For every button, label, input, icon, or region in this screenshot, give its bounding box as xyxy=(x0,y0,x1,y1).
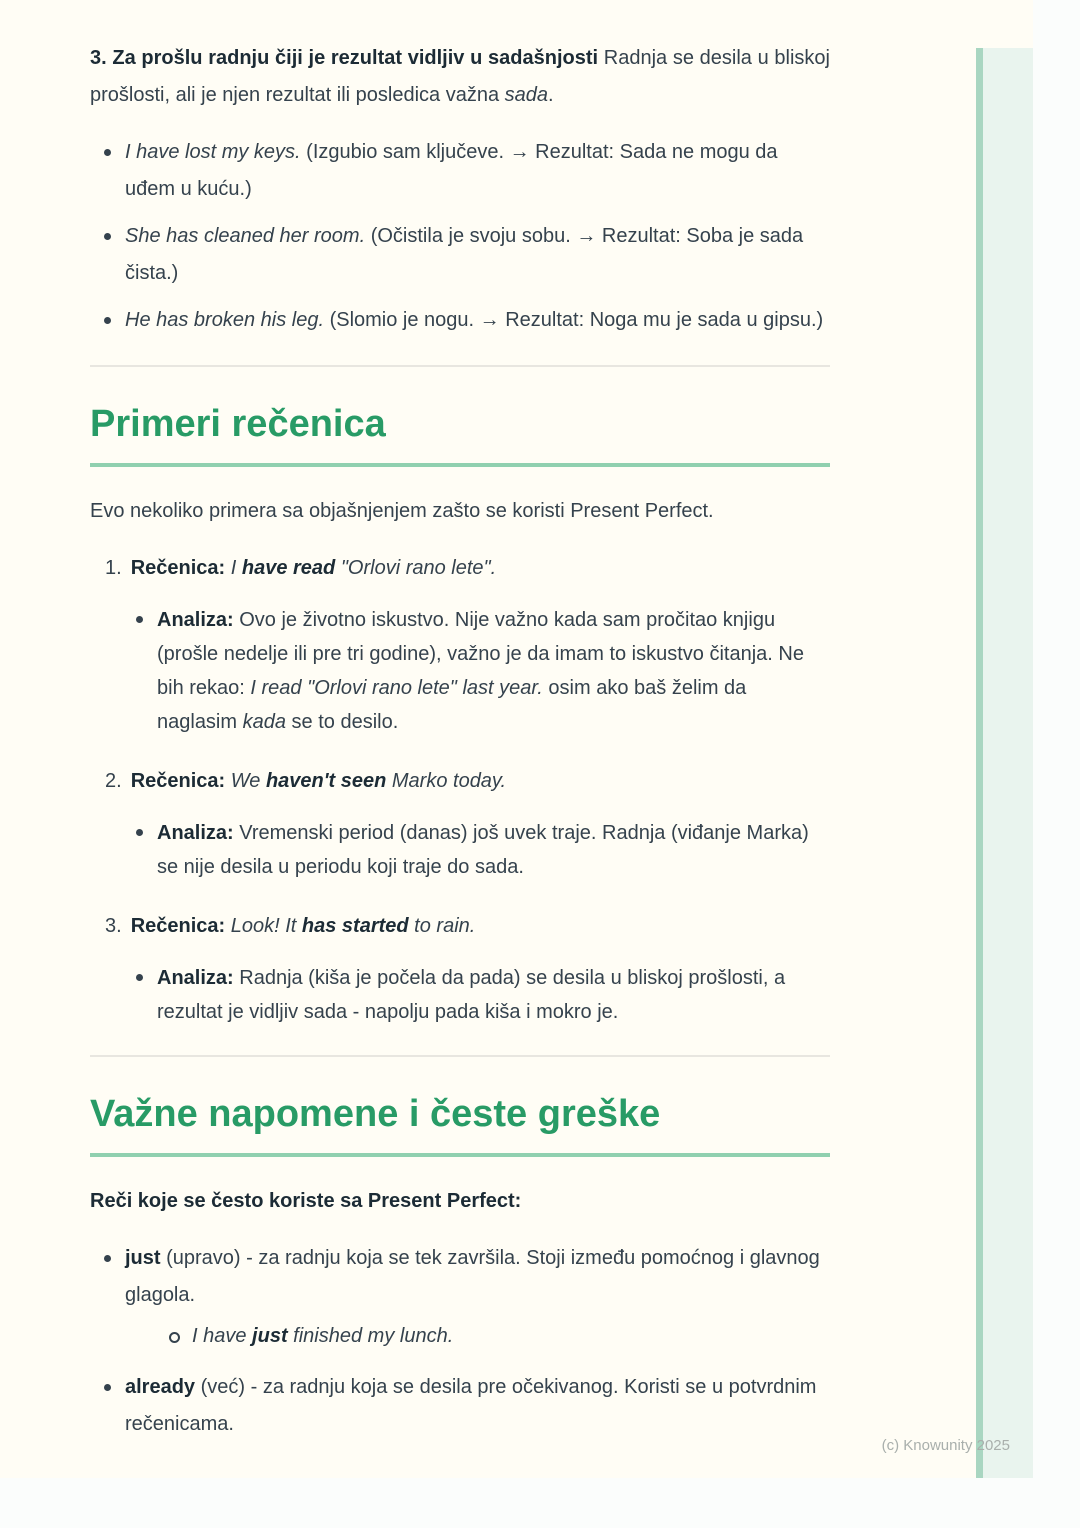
list-item xyxy=(90,134,830,208)
sub-list-item-text: I have just finished my lunch. xyxy=(192,1325,454,1347)
intro-bullet-list xyxy=(90,134,830,339)
analysis-list xyxy=(123,961,830,1029)
item-number: 1. xyxy=(105,557,122,579)
analysis-text: Analiza: Radnja (kiša je počela da pada) se desila u bliskoj prošlosti, a rezultat je vidljiv sada - napolju pada kiša i mokro je. xyxy=(157,967,786,1023)
section-title-primeri-recenica: Primeri rečenica xyxy=(90,401,830,467)
numbered-item-line xyxy=(90,550,830,587)
list-item-text: just (upravo) - za radnju koja se tek završila. Stoji između pomoćnog i glavnog glagola. xyxy=(125,1247,820,1306)
analysis-item xyxy=(123,816,830,884)
numbered-item-line xyxy=(90,763,830,800)
list-item xyxy=(90,1369,830,1443)
analysis-list xyxy=(123,603,830,739)
analysis-item xyxy=(123,961,830,1029)
analysis-item xyxy=(123,603,830,739)
section-divider xyxy=(90,365,830,367)
numbered-item xyxy=(90,550,830,739)
list-item-text: already (već) - za radnju koja se desila pre očekivanog. Koristi se u potvrdnim rečenicama. xyxy=(125,1376,817,1435)
notes-bullet-list xyxy=(90,1240,830,1443)
list-item xyxy=(90,302,830,339)
list-item xyxy=(90,1240,830,1355)
numbered-item-line xyxy=(90,908,830,945)
section2-lead: Reči koje se često koriste sa Present Perfect: xyxy=(90,1190,522,1212)
sub-bullet-list xyxy=(157,1318,830,1355)
analysis-list xyxy=(123,816,830,884)
page-content xyxy=(90,0,830,1443)
item-text: Rečenica: We haven't seen Marko today. xyxy=(130,770,507,792)
section1-lead: Evo nekoliko primera sa objašnjenjem zašto se koristi Present Perfect. xyxy=(90,500,714,522)
section-title-vazne-napomene: Važne napomene i česte greške xyxy=(90,1091,830,1157)
list-item xyxy=(90,218,830,292)
watermark: (c) Knowunity 2025 xyxy=(881,1437,1010,1454)
item-text: Rečenica: I have read "Orlovi rano lete". xyxy=(130,557,497,579)
analysis-text: Analiza: Vremenski period (danas) još uvek traje. Radnja (viđanje Marka) se nije desila u periodu koji traje do sada. xyxy=(157,822,809,878)
list-item-text: She has cleaned her room. (Očistila je svoju sobu. → Rezultat: Soba je sada čista.) xyxy=(125,225,804,284)
sub-list-item xyxy=(157,1318,830,1355)
examples-numbered-list xyxy=(90,550,830,1029)
item-number: 3. xyxy=(105,915,122,937)
list-item-text: He has broken his leg. (Slomio je nogu. → Rezultat: Noga mu je sada u gipsu.) xyxy=(125,309,824,331)
decorative-sidebar xyxy=(976,48,1033,1478)
numbered-item xyxy=(90,908,830,1029)
intro-paragraph: 3. Za prošlu radnju čiji je rezultat vidljiv u sadašnjosti Radnja se desila u bliskoj prošlosti, ali je njen rezultat ili posledica važna sada. xyxy=(90,47,831,106)
section-divider xyxy=(90,1055,830,1057)
item-text: Rečenica: Look! It has started to rain. xyxy=(130,915,476,937)
analysis-text: Analiza: Ovo je životno iskustvo. Nije važno kada sam pročitao knjigu (prošle nedelje ili pre tri godine), važno je da imam to iskustvo čitanja. Ne bih rekao: I read "Orlovi rano lete" last year. osim ako baš želim da naglasim kada se to desilo. xyxy=(157,609,804,733)
list-item-text: I have lost my keys. (Izgubio sam ključeve. → Rezultat: Sada ne mogu da uđem u kuću.) xyxy=(125,141,778,200)
numbered-item xyxy=(90,763,830,884)
item-number: 2. xyxy=(105,770,122,792)
